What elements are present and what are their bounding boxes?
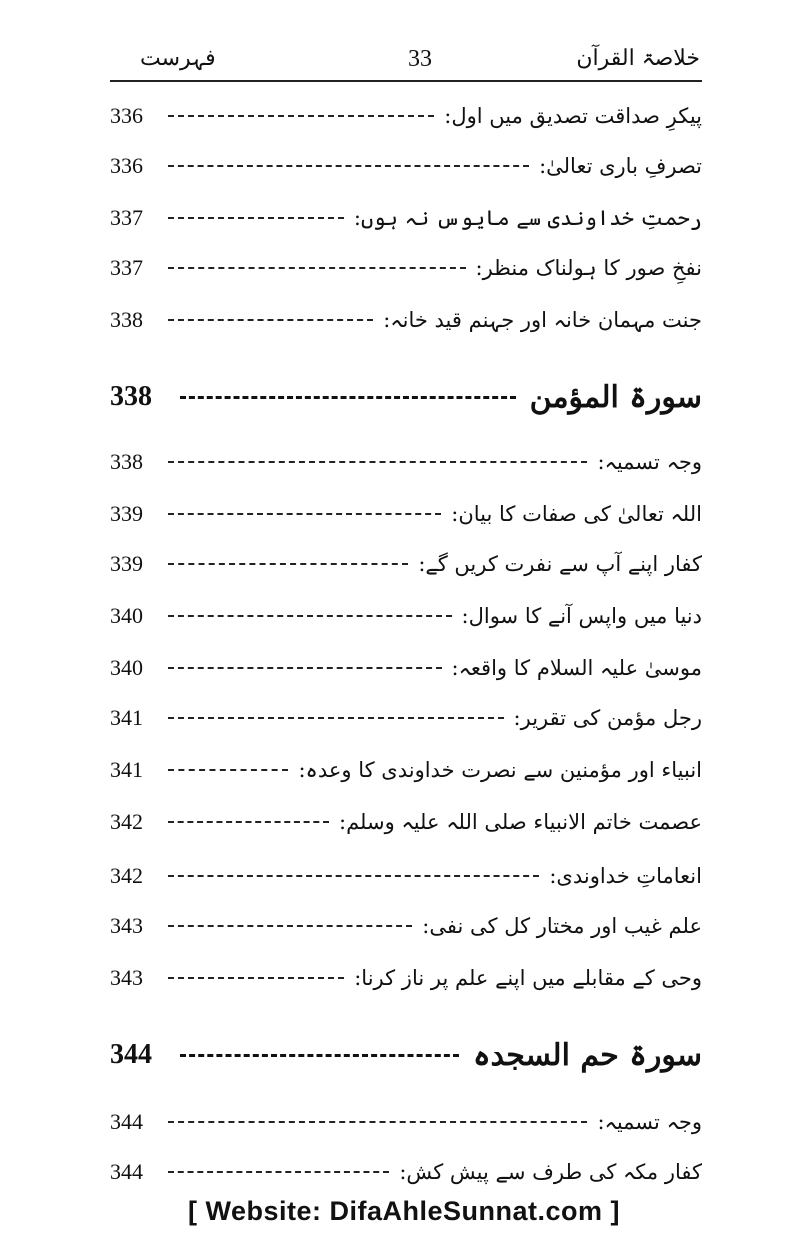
section-title: فہرست <box>140 46 216 71</box>
toc-leader <box>168 165 529 167</box>
toc-page-number: 340 <box>110 655 143 680</box>
toc-row <box>110 494 702 534</box>
toc-leader <box>168 267 466 269</box>
toc-leader <box>168 717 504 719</box>
toc-entry-title: وحی کے مقابلے میں اپنے علم پر ناز کرنا: <box>354 966 702 990</box>
toc-row <box>110 442 702 482</box>
toc-leader <box>168 667 442 669</box>
toc-entry-title: انبیاء اور مؤمنین سے نصرت خداوندی کا وعدہ: <box>298 758 702 782</box>
toc-row <box>110 1152 702 1192</box>
toc-section-row <box>110 372 702 422</box>
toc-leader <box>180 1054 459 1057</box>
toc-entry-title: پیکرِ صداقت تصدیق میں اول: <box>444 104 702 128</box>
toc-leader <box>180 396 516 399</box>
website-footer: [ Website: DifaAhleSunnat.com ] <box>187 1196 621 1226</box>
toc-page-number: 343 <box>110 965 143 990</box>
book-title: خلاصۃ القرآن <box>576 46 700 71</box>
toc-leader <box>168 1171 389 1173</box>
toc-row <box>110 96 702 136</box>
page-header <box>110 44 700 74</box>
toc-row <box>110 648 702 688</box>
toc-leader <box>168 1121 587 1123</box>
toc-entry-title: انعاماتِ خداوندی: <box>549 864 702 888</box>
toc-row <box>110 906 702 946</box>
toc-entry-title: وجہ تسمیہ: <box>597 1110 702 1134</box>
toc-leader <box>168 977 344 979</box>
toc-page-number: 339 <box>110 501 143 526</box>
toc-entry-title: کفار مکہ کی طرف سے پیش کش: <box>399 1160 702 1184</box>
toc-row <box>110 750 702 790</box>
toc-row <box>110 802 702 842</box>
toc-entry-title: علم غیب اور مختار کل کی نفی: <box>422 914 702 938</box>
toc-entry-title: رجل مؤمن کی تقریر: <box>513 706 702 730</box>
toc-row <box>110 248 702 288</box>
toc-page-number: 337 <box>110 205 143 230</box>
toc-page-number: 344 <box>110 1039 152 1070</box>
toc-page-number: 341 <box>110 757 143 782</box>
toc-leader <box>168 925 412 927</box>
toc-page-number: 338 <box>110 307 143 332</box>
toc-page-number: 344 <box>110 1159 143 1184</box>
toc-section-title: سورۃ حم السجدہ <box>472 1037 702 1073</box>
toc-leader <box>168 319 373 321</box>
toc-leader <box>168 115 434 117</box>
toc-row <box>110 958 702 998</box>
toc-page-number: 336 <box>110 153 143 178</box>
toc-page-number: 344 <box>110 1109 143 1134</box>
toc-row <box>110 146 702 186</box>
toc-entry-title: کفار اپنے آپ سے نفرت کریں گے: <box>418 552 702 576</box>
toc-entry-title: اللہ تعالیٰ کی صفات کا بیان: <box>451 502 702 526</box>
toc-page-number: 339 <box>110 551 143 576</box>
toc-leader <box>168 821 329 823</box>
toc-row <box>110 544 702 584</box>
toc-page-number: 338 <box>110 449 143 474</box>
toc-leader <box>168 615 452 617</box>
toc-entry-title: نفخِ صور کا ہولناک منظر: <box>475 256 702 280</box>
toc-row <box>110 1102 702 1142</box>
toc-page-number: 340 <box>110 603 143 628</box>
toc-row <box>110 300 702 340</box>
toc-leader <box>168 513 441 515</box>
toc-entry-title: رحمتِ خداوندی سے مایوس نہ ہوں: <box>353 206 702 230</box>
toc-page-number: 338 <box>110 381 152 412</box>
toc-page-number: 341 <box>110 705 143 730</box>
toc-entry-title: تصرفِ باری تعالیٰ: <box>539 154 702 178</box>
toc-entry-title: دنیا میں واپس آنے کا سوال: <box>461 604 702 628</box>
toc-entry-title: موسیٰ علیہ السلام کا واقعہ: <box>451 656 702 680</box>
toc-leader <box>168 217 344 219</box>
header-rule <box>110 80 702 82</box>
toc-leader <box>168 461 587 463</box>
toc-leader <box>168 875 539 877</box>
toc-page-number: 336 <box>110 103 143 128</box>
toc-page-number: 343 <box>110 913 143 938</box>
toc-row <box>110 698 702 738</box>
toc-section-title: سورۃ المؤمن <box>529 379 702 415</box>
toc-page-number: 337 <box>110 255 143 280</box>
toc-section-row <box>110 1030 702 1080</box>
toc-row <box>110 596 702 636</box>
toc-entry-title: وجہ تسمیہ: <box>597 450 702 474</box>
toc-entry-title: جنت مہمان خانہ اور جہنم قید خانہ: <box>383 308 702 332</box>
toc-row <box>110 856 702 896</box>
toc-row <box>110 198 702 238</box>
toc-page-number: 342 <box>110 809 143 834</box>
toc-entry-title: عصمت خاتم الانبیاء صلی اللہ علیہ وسلم: <box>339 810 702 834</box>
toc-page-number: 342 <box>110 863 143 888</box>
toc-leader <box>168 769 288 771</box>
page-number: 33 <box>408 46 432 72</box>
toc-leader <box>168 563 408 565</box>
